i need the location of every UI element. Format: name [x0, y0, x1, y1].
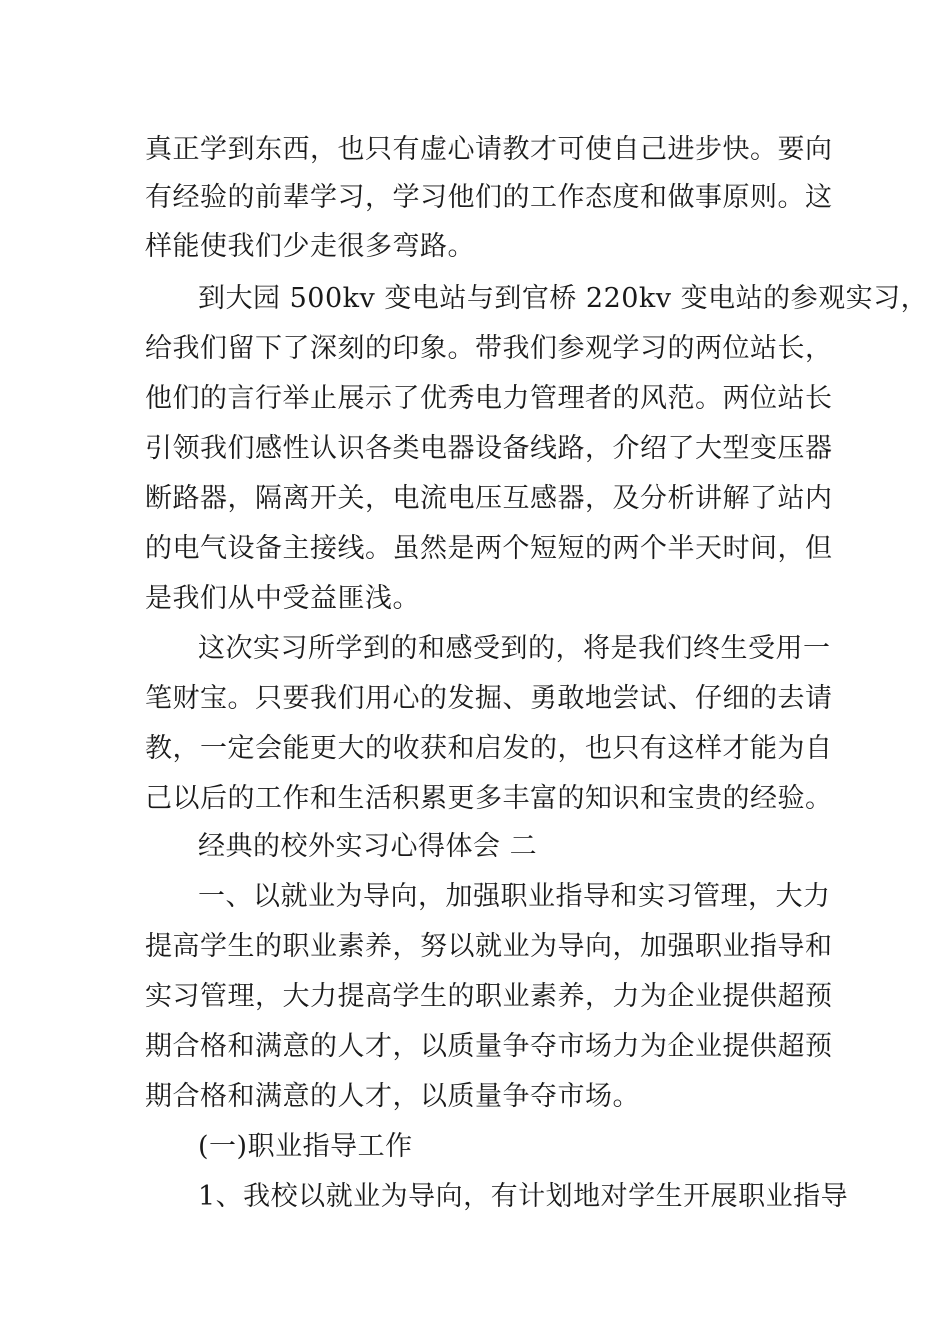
- text-line: 断路器，隔离开关，电流电压互感器，及分析讲解了站内: [145, 483, 833, 514]
- text-line: 引领我们感性认识各类电器设备线路，介绍了大型变压器: [145, 433, 833, 464]
- section-heading: 经典的校外实习心得体会 二: [198, 831, 538, 862]
- text-line: 教，一定会能更大的收获和启发的，也只有这样才能为自: [145, 733, 833, 764]
- subsection-heading: (一)职业指导工作: [198, 1131, 413, 1162]
- text-line: 笔财宝。只要我们用心的发掘、勇敢地尝试、仔细的去请: [145, 683, 833, 714]
- text-line: 真正学到东西，也只有虚心请教才可使自己进步快。要向: [145, 134, 833, 165]
- text-line: 这次实习所学到的和感受到的，将是我们终生受用一: [198, 633, 831, 664]
- text-line: 一、以就业为导向，加强职业指导和实习管理，大力: [198, 881, 831, 912]
- text-line: 实习管理，大力提高学生的职业素养，力为企业提供超预: [145, 981, 833, 1012]
- text-line: 给我们留下了深刻的印象。带我们参观学习的两位站长，: [145, 333, 833, 364]
- text-line: 样能使我们少走很多弯路。: [145, 231, 475, 262]
- text-line: 提高学生的职业素养，努以就业为导向，加强职业指导和: [145, 931, 833, 962]
- text-line: 1、我校以就业为导向，有计划地对学生开展职业指导: [198, 1181, 849, 1212]
- text-line: 到大园 500kv 变电站与到官桥 220kv 变电站的参观实习，: [198, 283, 929, 314]
- text-line: 是我们从中受益匪浅。: [145, 583, 420, 614]
- text-line: 期合格和满意的人才，以质量争夺市场力为企业提供超预: [145, 1031, 833, 1062]
- text-line: 有经验的前辈学习，学习他们的工作态度和做事原则。这: [145, 182, 833, 213]
- text-line: 的电气设备主接线。虽然是两个短短的两个半天时间，但: [145, 533, 833, 564]
- text-line: 期合格和满意的人才，以质量争夺市场。: [145, 1081, 640, 1112]
- text-line: 他们的言行举止展示了优秀电力管理者的风范。两位站长: [145, 383, 833, 414]
- text-line: 己以后的工作和生活积累更多丰富的知识和宝贵的经验。: [145, 783, 833, 814]
